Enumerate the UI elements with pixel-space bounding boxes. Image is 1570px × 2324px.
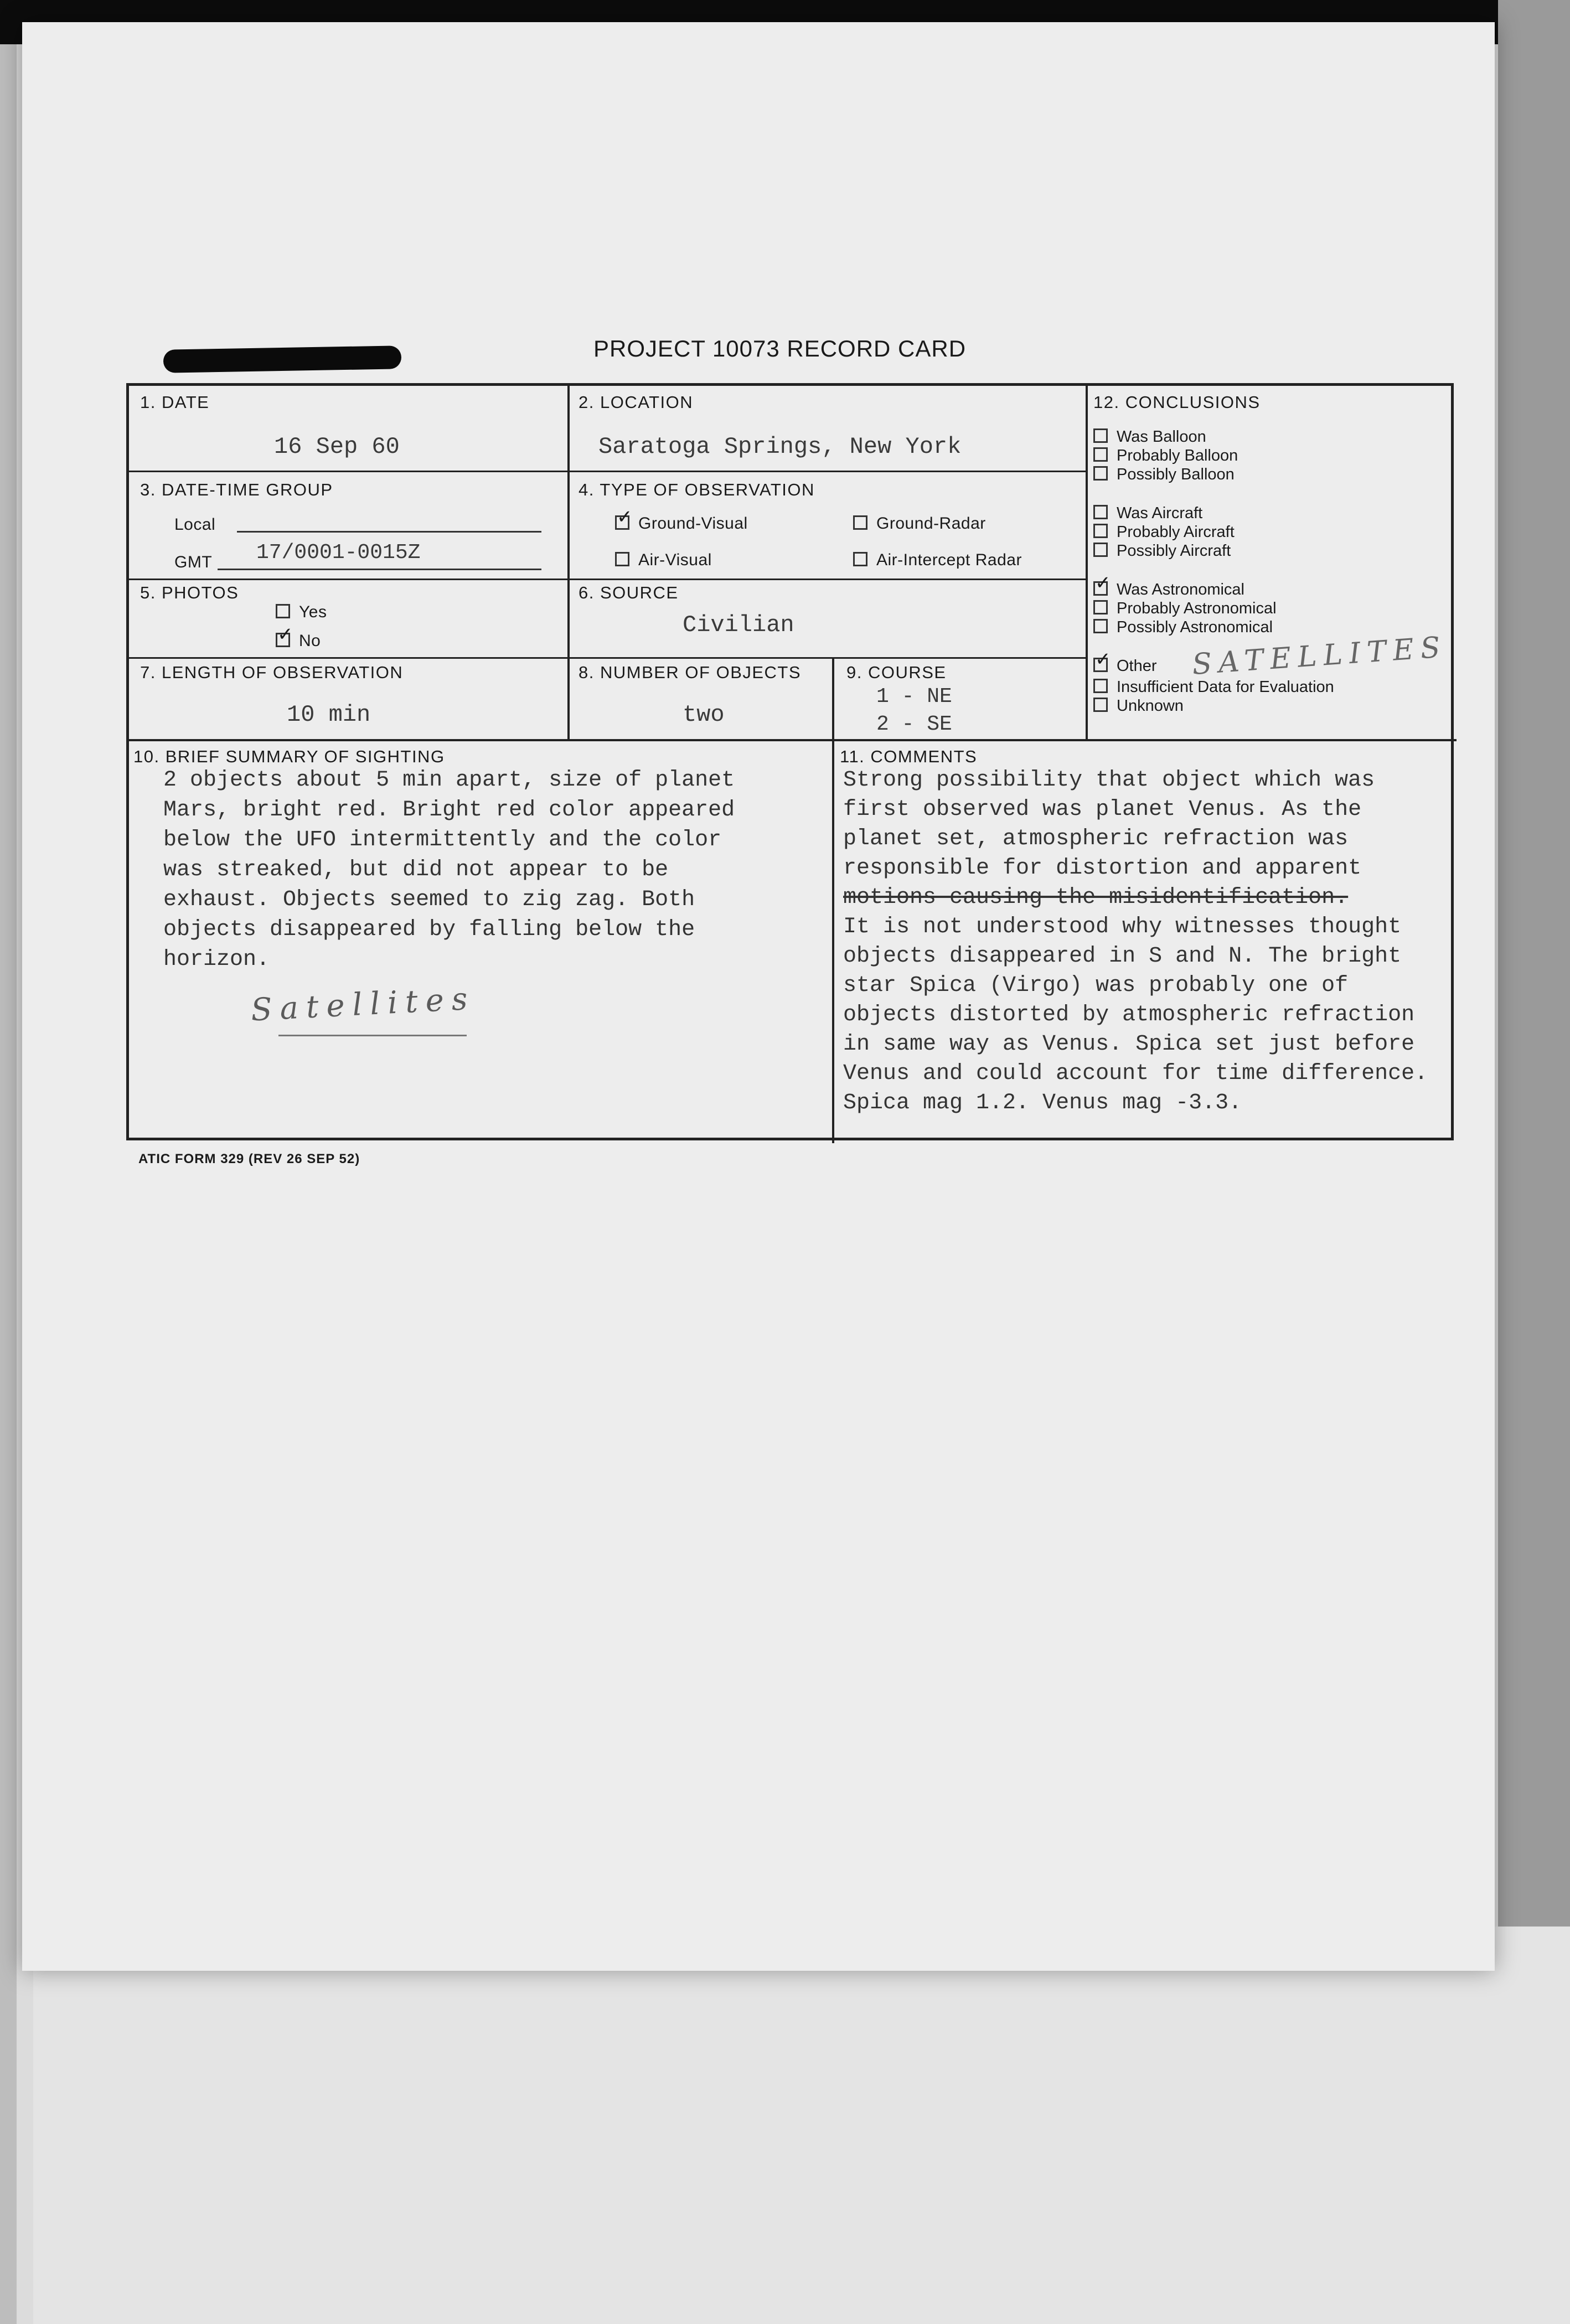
course-value-1: 1 - NE bbox=[876, 685, 952, 709]
checkbox-icon bbox=[1093, 428, 1108, 443]
comment-line: Strong possibility that object which was bbox=[843, 768, 1375, 793]
option-air-intercept-radar: Air-Intercept Radar bbox=[853, 551, 1022, 570]
conclusion-was-balloon: Was Balloon bbox=[1093, 428, 1206, 446]
divider bbox=[1086, 386, 1088, 740]
summary-line: exhaust. Objects seemed to zig zag. Both bbox=[163, 887, 695, 912]
option-ground-visual: ✓Ground-Visual bbox=[615, 514, 748, 533]
summary-line: objects disappeared by falling below the bbox=[163, 917, 695, 942]
scan-border-left bbox=[0, 44, 17, 2324]
scan-border-right bbox=[1498, 0, 1570, 1938]
dtg-gmt-value: 17/0001-0015Z bbox=[256, 541, 421, 565]
source-value: Civilian bbox=[683, 612, 794, 638]
observation-type-label: 4. TYPE OF OBSERVATION bbox=[579, 480, 815, 499]
comment-line: star Spica (Virgo) was probably one of bbox=[843, 973, 1349, 998]
divider bbox=[129, 579, 1087, 580]
divider bbox=[129, 739, 1457, 741]
conclusion-possibly-astronomical: Possibly Astronomical bbox=[1093, 618, 1273, 637]
date-value: 16 Sep 60 bbox=[274, 433, 400, 460]
num-objects-label: 8. NUMBER OF OBJECTS bbox=[579, 663, 802, 682]
divider bbox=[832, 739, 834, 1143]
summary-line: horizon. bbox=[163, 947, 270, 972]
comment-line: objects disappeared in S and N. The bright bbox=[843, 944, 1402, 969]
handwritten-satellites-note: Satellites bbox=[250, 980, 476, 1029]
course-label: 9. COURSE bbox=[846, 663, 947, 682]
photos-no: ✓No bbox=[276, 632, 321, 650]
record-card-form bbox=[126, 383, 1454, 1140]
length-value: 10 min bbox=[287, 701, 371, 728]
card-title: PROJECT 10073 RECORD CARD bbox=[593, 335, 967, 361]
checkbox-checked-icon bbox=[615, 515, 629, 530]
source-label: 6. SOURCE bbox=[579, 583, 679, 602]
conclusion-possibly-aircraft: Possibly Aircraft bbox=[1093, 542, 1231, 560]
summary-line: was streaked, but did not appear to be bbox=[163, 858, 669, 882]
checkbox-icon bbox=[1093, 619, 1108, 633]
handwritten-underline bbox=[278, 1035, 467, 1036]
summary-line: Mars, bright red. Bright red color appeared bbox=[163, 798, 735, 823]
dtg-local-blank bbox=[237, 531, 541, 533]
divider bbox=[832, 657, 834, 740]
checkbox-icon bbox=[1093, 447, 1108, 462]
dtg-gmt-blank bbox=[218, 569, 541, 570]
length-label: 7. LENGTH OF OBSERVATION bbox=[140, 663, 404, 682]
divider bbox=[129, 471, 1087, 472]
option-ground-radar: Ground-Radar bbox=[853, 514, 986, 533]
conclusions-label: 12. CONCLUSIONS bbox=[1093, 393, 1261, 412]
comment-line: motions causing the misidentification. bbox=[843, 885, 1349, 910]
course-value-2: 2 - SE bbox=[876, 712, 952, 736]
checkbox-checked-icon bbox=[1093, 658, 1108, 672]
comment-line: Venus and could account for time difference. bbox=[843, 1061, 1428, 1086]
conclusion-was-astronomical: ✓Was Astronomical bbox=[1093, 581, 1244, 599]
checkbox-icon bbox=[1093, 466, 1108, 481]
conclusion-was-aircraft: Was Aircraft bbox=[1093, 504, 1202, 523]
lower-sheet bbox=[33, 1927, 1570, 2324]
date-label: 1. DATE bbox=[140, 393, 210, 412]
dtg-gmt-label: GMT bbox=[174, 553, 213, 571]
handwritten-other-satellites: SATELLITES bbox=[1191, 630, 1448, 682]
divider bbox=[567, 386, 570, 740]
num-objects-value: two bbox=[683, 701, 725, 728]
checkbox-icon bbox=[1093, 524, 1108, 538]
summary-line: 2 objects about 5 min apart, size of planet bbox=[163, 768, 735, 793]
comment-line: Spica mag 1.2. Venus mag -3.3. bbox=[843, 1091, 1242, 1115]
summary-line: below the UFO intermittently and the color bbox=[163, 828, 722, 853]
conclusion-probably-balloon: Probably Balloon bbox=[1093, 447, 1238, 465]
photos-label: 5. PHOTOS bbox=[140, 583, 239, 602]
comments-label: 11. COMMENTS bbox=[840, 747, 978, 766]
checkbox-icon bbox=[853, 515, 867, 530]
conclusion-probably-astronomical: Probably Astronomical bbox=[1093, 600, 1277, 618]
comment-line: responsible for distortion and apparent bbox=[843, 856, 1362, 881]
checkbox-icon bbox=[1093, 505, 1108, 519]
conclusion-other: ✓Other bbox=[1093, 657, 1157, 675]
checkbox-checked-icon bbox=[1093, 581, 1108, 596]
summary-label: 10. BRIEF SUMMARY OF SIGHTING bbox=[133, 747, 445, 766]
checkbox-icon bbox=[1093, 679, 1108, 693]
checkbox-icon bbox=[276, 604, 290, 618]
conclusion-insufficient-data: Insufficient Data for Evaluation bbox=[1093, 678, 1334, 696]
dtg-label: 3. DATE-TIME GROUP bbox=[140, 480, 333, 499]
photos-yes: Yes bbox=[276, 603, 327, 622]
comment-line: first observed was planet Venus. As the bbox=[843, 797, 1362, 822]
checkbox-icon bbox=[1093, 600, 1108, 614]
location-value: Saratoga Springs, New York bbox=[598, 433, 962, 460]
checkbox-icon bbox=[615, 552, 629, 566]
option-air-visual: Air-Visual bbox=[615, 551, 712, 570]
comment-line: planet set, atmospheric refraction was bbox=[843, 827, 1349, 851]
redaction-mark bbox=[163, 345, 402, 373]
comment-line: It is not understood why witnesses thought bbox=[843, 915, 1402, 939]
form-number: ATIC FORM 329 (REV 26 SEP 52) bbox=[138, 1151, 360, 1166]
dtg-local-label: Local bbox=[174, 515, 216, 534]
conclusion-possibly-balloon: Possibly Balloon bbox=[1093, 466, 1235, 484]
divider bbox=[129, 657, 1087, 659]
checkbox-checked-icon bbox=[276, 633, 290, 647]
checkbox-icon bbox=[853, 552, 867, 566]
location-label: 2. LOCATION bbox=[579, 393, 694, 412]
comment-line: in same way as Venus. Spica set just before bbox=[843, 1032, 1415, 1057]
checkbox-icon bbox=[1093, 698, 1108, 712]
checkbox-icon bbox=[1093, 543, 1108, 557]
comment-line: objects distorted by atmospheric refraction bbox=[843, 1003, 1415, 1027]
conclusion-unknown: Unknown bbox=[1093, 697, 1184, 715]
conclusion-probably-aircraft: Probably Aircraft bbox=[1093, 523, 1235, 541]
